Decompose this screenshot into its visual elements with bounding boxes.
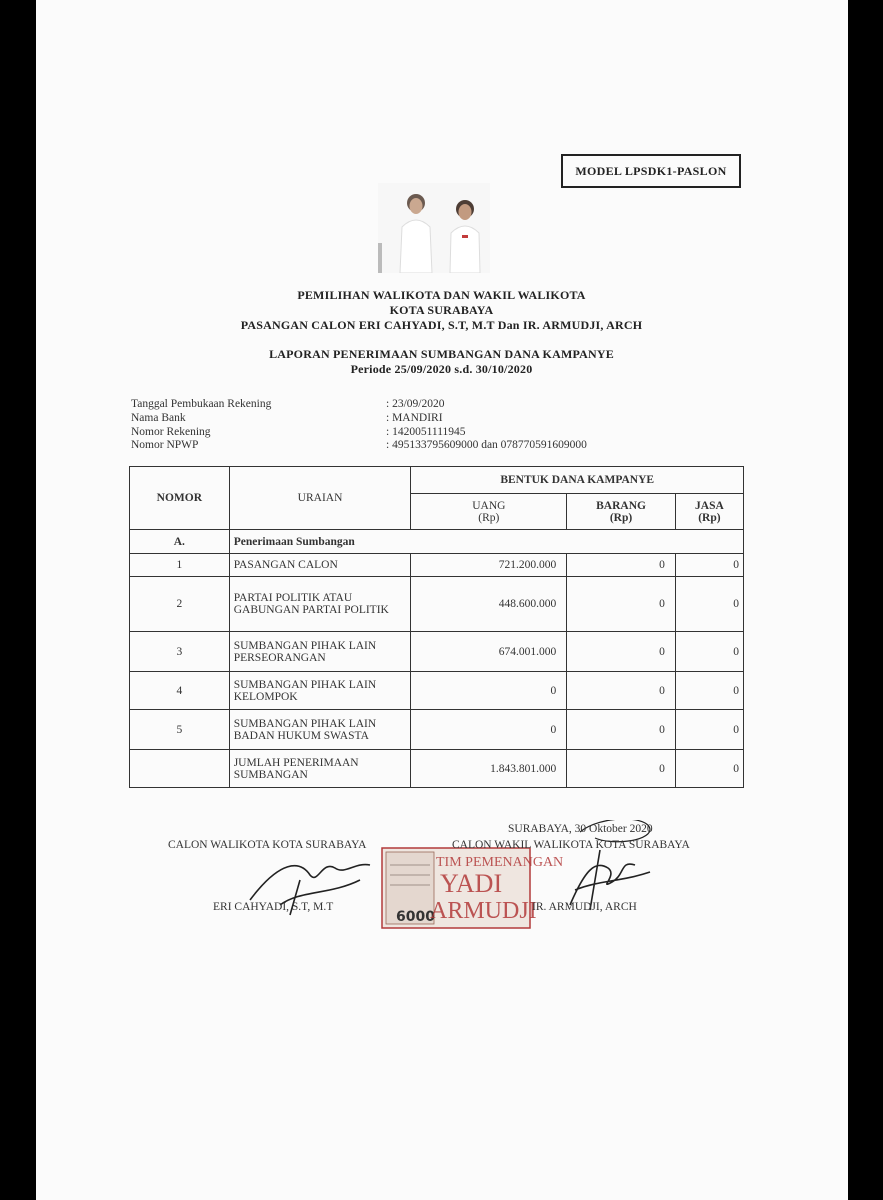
- table-row: [130, 577, 744, 632]
- account-info: [131, 398, 731, 453]
- total-barang: 0: [567, 750, 676, 788]
- info-row: [131, 439, 731, 453]
- header-line-3: PASANGAN CALON ERI CAHYADI, S.T, M.T Dan IR. ARMUDJI, ARCH: [240, 318, 643, 332]
- info-row: [131, 398, 731, 412]
- info-label: Tanggal Pembukaan Rekening: [131, 398, 272, 410]
- info-label: Nama Bank: [131, 411, 186, 424]
- total-label: JUMLAH PENERIMAAN SUMBANGAN: [229, 750, 411, 788]
- col-header-group: BENTUK DANA KAMPANYE: [411, 467, 744, 494]
- cell-jasa: 0: [675, 632, 743, 672]
- cell-barang: 0: [567, 632, 676, 672]
- barang-label: BARANG: [596, 499, 646, 512]
- left-signatory-name: ERI CAHYADI, S.T, M.T: [213, 901, 334, 913]
- table-row: [130, 554, 744, 577]
- svg-text:ARMUDJI: ARMUDJI: [430, 898, 537, 924]
- section-row: [130, 530, 744, 554]
- info-value: : 23/09/2020: [386, 398, 445, 410]
- cell-uang: 674.001.000: [411, 632, 567, 672]
- signature-block: [0, 820, 883, 950]
- header-line-1: PEMILIHAN WALIKOTA DAN WAKIL WALIKOTA: [297, 288, 586, 302]
- meterai-stamp: [382, 848, 563, 928]
- cell-no: 3: [130, 632, 230, 672]
- cell-uraian: SUMBANGAN PIHAK LAIN KELOMPOK: [229, 672, 411, 710]
- report-header: [0, 288, 883, 377]
- cell-uang: 721.200.000: [411, 554, 567, 577]
- candidate-photo: [378, 183, 490, 273]
- svg-text:YADI: YADI: [440, 869, 503, 898]
- model-label: MODEL LPSDK1-PASLON: [575, 163, 727, 178]
- cell-no: 4: [130, 672, 230, 710]
- col-header-uraian: URAIAN: [229, 467, 411, 530]
- jasa-unit: (Rp): [698, 511, 721, 524]
- info-row: [131, 426, 731, 440]
- info-label: Nomor Rekening: [131, 425, 211, 438]
- meterai-value: 6000: [396, 909, 435, 925]
- info-row: [131, 412, 731, 426]
- left-signatory-title: CALON WALIKOTA KOTA SURABAYA: [168, 839, 367, 851]
- right-signatory-name: IR. ARMUDJI, ARCH: [532, 901, 637, 913]
- cell-no: 2: [130, 577, 230, 632]
- cell-barang: 0: [567, 577, 676, 632]
- table-row: [130, 672, 744, 710]
- table-row: [130, 632, 744, 672]
- col-header-uang: [411, 494, 567, 530]
- col-header-nomor: NOMOR: [130, 467, 230, 530]
- cell-uraian: SUMBANGAN PIHAK LAIN PERSEORANGAN: [229, 632, 411, 672]
- cell-jasa: 0: [675, 672, 743, 710]
- uang-unit: (Rp): [478, 511, 500, 524]
- cell-jasa: 0: [675, 577, 743, 632]
- cell-uang: 448.600.000: [411, 577, 567, 632]
- svg-text:TIM PEMENANGAN: TIM PEMENANGAN: [436, 855, 564, 870]
- report-title: LAPORAN PENERIMAAN SUMBANGAN DANA KAMPANYE: [269, 347, 614, 361]
- col-header-jasa: [675, 494, 743, 530]
- cell-barang: 0: [567, 554, 676, 577]
- header-line-2: KOTA SURABAYA: [389, 303, 494, 317]
- table-header-row: [130, 467, 744, 494]
- table-row: [130, 710, 744, 750]
- jasa-label: JASA: [695, 499, 724, 512]
- total-jasa: 0: [675, 750, 743, 788]
- cell-barang: 0: [567, 672, 676, 710]
- model-label-box: [561, 154, 741, 188]
- info-value: : MANDIRI: [386, 411, 443, 424]
- signature-date: SURABAYA, 30 Oktober 2020: [508, 823, 653, 835]
- info-value: : 495133795609000 dan 078770591609000: [386, 439, 587, 452]
- contribution-table: [129, 466, 744, 788]
- cell-barang: 0: [567, 710, 676, 750]
- section-title: Penerimaan Sumbangan: [229, 530, 743, 554]
- cell-jasa: 0: [675, 710, 743, 750]
- info-label: Nomor NPWP: [131, 439, 199, 452]
- cell-no-empty: [130, 750, 230, 788]
- cell-jasa: 0: [675, 554, 743, 577]
- barang-unit: (Rp): [609, 511, 633, 524]
- cell-no: 1: [130, 554, 230, 577]
- total-row: [130, 750, 744, 788]
- cell-uang: 0: [411, 710, 567, 750]
- right-signatory-title: CALON WAKIL WALIKOTA KOTA SURABAYA: [452, 839, 690, 851]
- cell-uraian: PASANGAN CALON: [229, 554, 411, 577]
- cell-no: 5: [130, 710, 230, 750]
- section-number: A.: [130, 530, 230, 554]
- cell-uraian: PARTAI POLITIK ATAU GABUNGAN PARTAI POLITIK: [229, 577, 411, 632]
- total-uang: 1.843.801.000: [411, 750, 567, 788]
- info-value: : 1420051111945: [386, 425, 466, 438]
- stamp-and-signatures: [0, 820, 883, 950]
- cell-uraian: SUMBANGAN PIHAK LAIN BADAN HUKUM SWASTA: [229, 710, 411, 750]
- uang-label: UANG: [472, 499, 506, 512]
- cell-uang: 0: [411, 672, 567, 710]
- col-header-barang: [567, 494, 676, 530]
- report-period: Periode 25/09/2020 s.d. 30/10/2020: [350, 362, 533, 376]
